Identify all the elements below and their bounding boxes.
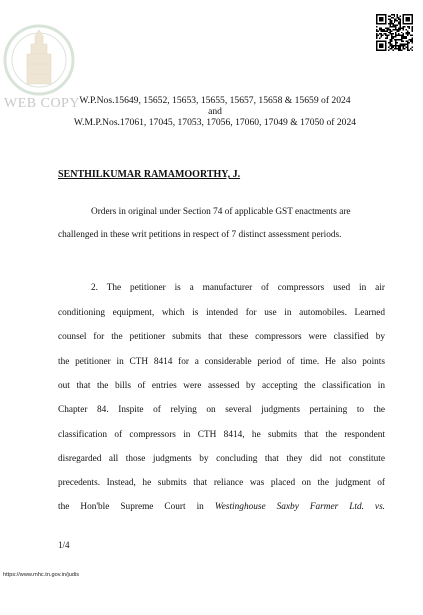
paragraph-2-line: the petitioner in CTH 8414 for a considerable period of time. He also points [58,357,385,367]
watermark-text: WEB COPY [4,96,80,111]
paragraph-2-line: counsel for the petitioner submits that these compressors were classified by [58,332,385,342]
page-number: 1/4 [58,540,70,550]
citation-prefix: the Hon'ble Supreme Court in [58,502,215,512]
paragraph-2-line: conditioning equipment, which is intended for use in automobiles. Learned [58,308,385,318]
paragraph-1-line: Orders in original under Section 74 of applicable GST enactments are [91,207,351,217]
paragraph-2-line: out that the bills of entries were assessed by accepting the classification in [58,381,385,391]
miscellaneous-petition-numbers: W.M.P.Nos.17061, 17045, 17053, 17056, 17060, 17049 & 17050 of 2024 [73,117,357,128]
paragraph-2-line: classification of compressors in CTH 8414, he submits that the respondent [58,430,385,440]
paragraph-1-line: challenged in these writ petitions in respect of 7 distinct assessment periods. [58,230,342,240]
case-citation: Westinghouse Saxby Farmer Ltd. vs. [214,502,386,512]
qr-code-icon [376,14,413,51]
writ-petition-numbers: W.P.Nos.15649, 15652, 15653, 15655, 15657, 15658 & 15659 of 2024 [79,95,351,106]
judge-name: SENTHILKUMAR RAMAMOORTHY, J. [58,169,241,180]
paragraph-2-line: disregarded all those judgments by concluding that they did not constitute [58,454,385,464]
footer-url: https://www.mhc.tn.gov.in/judis [3,572,80,578]
paragraph-2-line-citation [58,502,385,512]
paragraph-2-line: 2. The petitioner is a manufacturer of compressors used in air [91,283,385,293]
paragraph-2-line: Chapter 84. Inspite of relying on several judgments pertaining to the [58,405,385,415]
tamil-nadu-emblem-watermark [2,14,76,106]
case-connector: and [208,106,222,117]
paragraph-2-line: precedents. Instead, he submits that reliance was placed on the judgment of [58,478,385,488]
